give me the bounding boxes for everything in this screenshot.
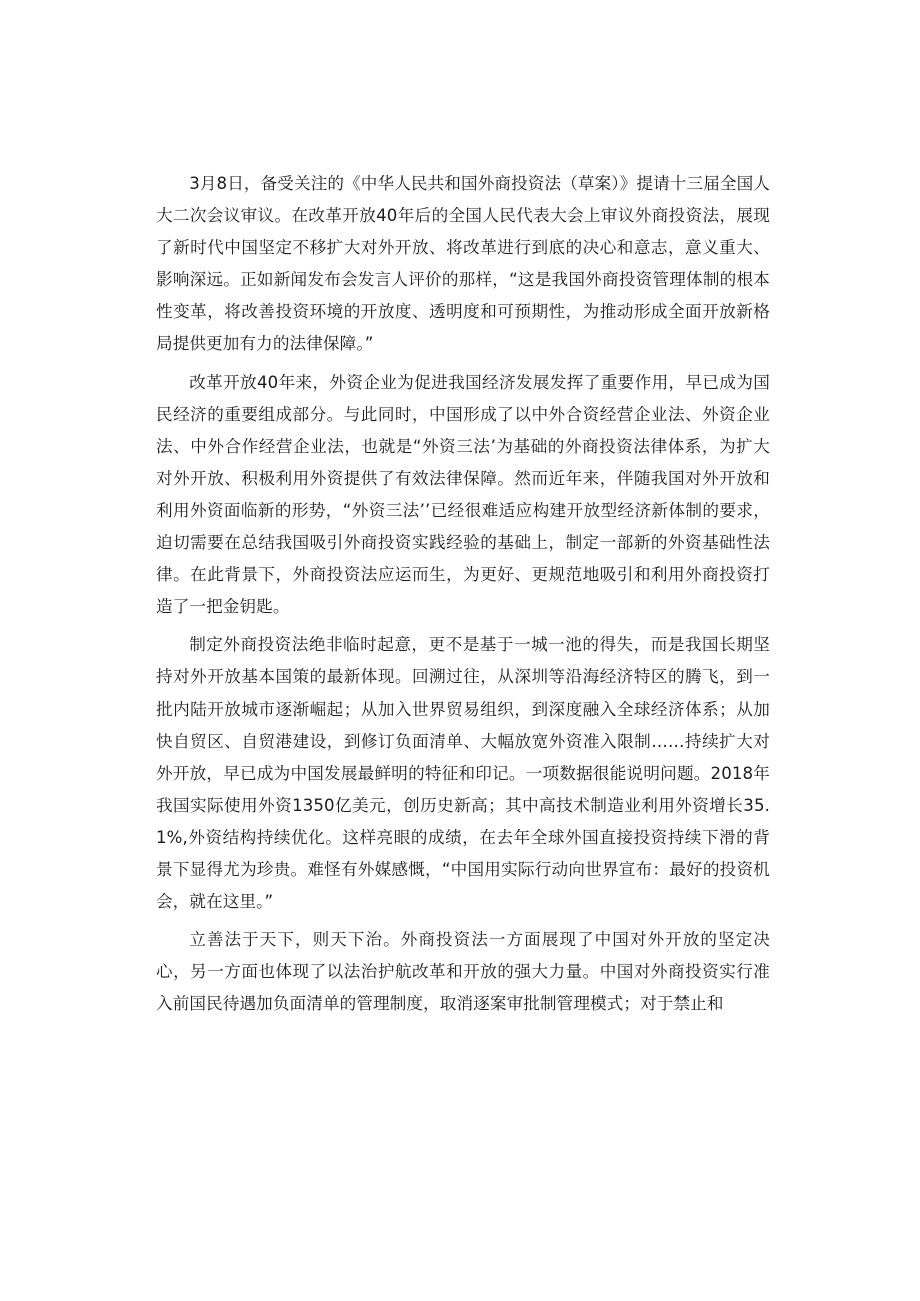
article-body [156,168,770,1026]
paragraph-3: 制定外商投资法绝非临时起意，更不是基于一城一池的得失，而是我国长期坚持对外开放基本国策的最新体现。回溯过往，从深圳等沿海经济特区的腾飞，到一批内陆开放城市逐渐崛起；从加入世界贸易组织，到深度融入全球经济体系；从加快自贸区、自贸港建设，到修订负面清单、大幅放宽外资准入限制……持续扩大对外开放，早已成为中国发展最鲜明的特征和印记。一项数据很能说明问题。2018年我国实际使用外资1350亿美元，创历史新高；其中高技术制造业利用外资增长35.1%,外资结构持续优化。这样亮眼的成绩，在去年全球外国直接投资持续下滑的背景下显得尤为珍贵。难怪有外媒感慨，“中国用实际行动向世界宣布：最好的投资机会，就在这里。” [156,635,770,912]
paragraph-1: 3月8日，备受关注的《中华人民共和国外商投资法（草案）》提请十三届全国人大二次会议审议。在改革开放40年后的全国人民代表大会上审议外商投资法，展现了新时代中国坚定不移扩大对外开放、将改革进行到底的决心和意志，意义重大、影响深远。正如新闻发布会发言人评价的那样，“这是我国外商投资管理体制的根本性变革，将改善投资环境的开放度、透明度和可预期性，为推动形成全面开放新格局提供更加有力的法律保障。” [156,174,770,354]
paragraph-4: 立善法于天下，则天下治。外商投资法一方面展现了中国对外开放的坚定决心，另一方面也体现了以法治护航改革和开放的强大力量。中国对外商投资实行准入前国民待遇加负面清单的管理制度，取消逐案审批制管理模式；对于禁止和 [156,930,770,1014]
paragraph-2: 改革开放40年来，外资企业为促进我国经济发展发挥了重要作用，早已成为国民经济的重要组成部分。与此同时，中国形成了以中外合资经营企业法、外资企业法、中外合作经营企业法，也就是“外资三法’为基础的外商投资法律体系，为扩大对外开放、积极利用外资提供了有效法律保障。然而近年来，伴随我国对外开放和利用外资面临新的形势，“外资三法’’已经很难适应构建开放型经济新体制的要求，迫切需要在总结我国吸引外商投资实践经验的基础上，制定一部新的外资基础性法律。在此背景下，外商投资法应运而生，为更好、更规范地吸引和利用外商投资打造了一把金钥匙。 [156,372,770,617]
